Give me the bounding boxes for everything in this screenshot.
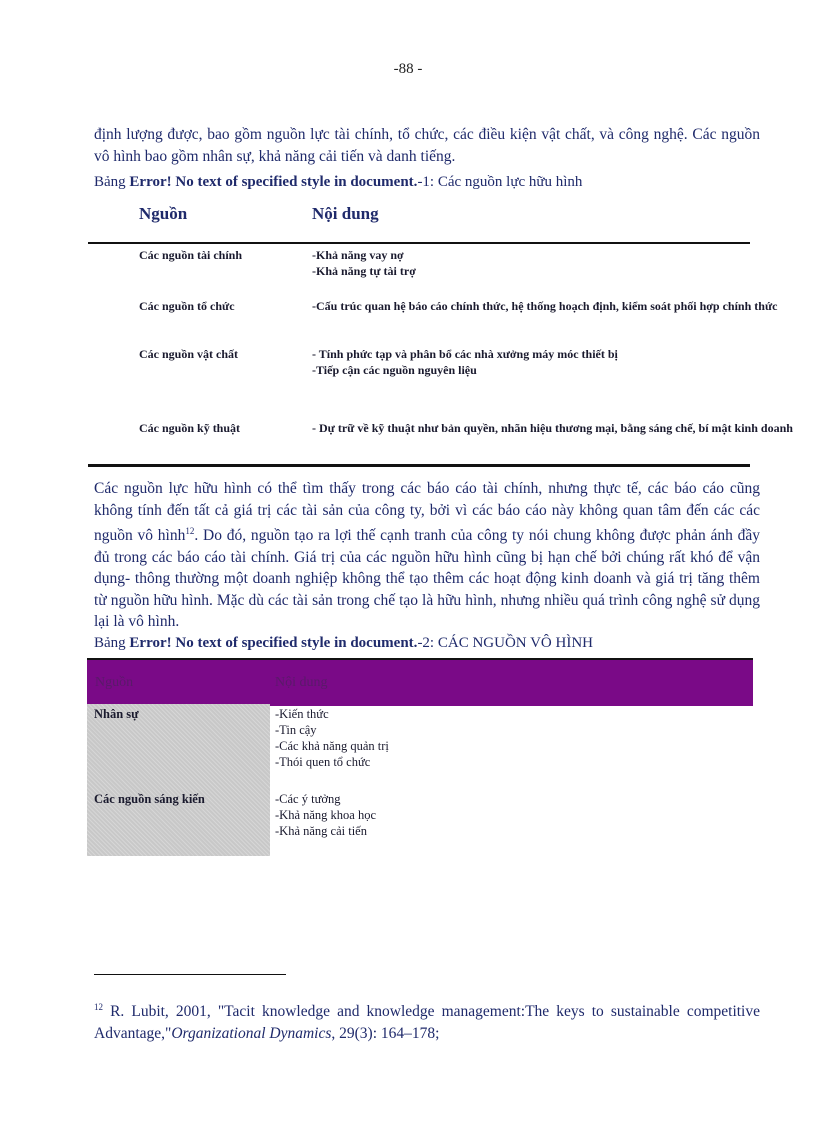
table2-item: -Thói quen tổ chức	[275, 755, 371, 769]
footnote-separator	[94, 974, 286, 975]
table1-caption-prefix: Bảng	[94, 174, 130, 190]
table1-row-source-text: Các nguồn tài chính	[139, 248, 243, 262]
table2-caption-prefix: Bảng	[94, 635, 130, 651]
table1-row-content-line: -Khả năng tự tài trợ	[312, 264, 416, 278]
table2-item: -Các ý tưởng	[275, 792, 341, 806]
table1-row-content-line: -Tiếp cận các nguồn nguyên liệu	[312, 363, 477, 377]
page-number: -88 -	[393, 61, 423, 77]
footnote-number: 12	[94, 1002, 103, 1012]
table1-row-content	[312, 346, 744, 378]
footnote-journal: Organizational Dynamics	[171, 1025, 332, 1043]
table2-caption-suffix: -2: CÁC NGUỒN VÔ HÌNH	[417, 635, 593, 651]
table1-bottom-rule	[88, 464, 750, 467]
table1-caption-error: Error! No text of specified style in document.	[129, 174, 418, 190]
table2-item: -Các khả năng quản trị	[275, 739, 389, 753]
table1-row-source	[139, 247, 254, 263]
table2-item: -Kiến thức	[275, 707, 329, 721]
footnote-text: , 29(3): 164–178;	[331, 1025, 440, 1043]
table1-row-content-line: -Khả năng vay nợ	[312, 248, 404, 262]
table1-header-content: Nội dung	[312, 204, 379, 223]
intro-paragraph: định lượng được, bao gồm nguồn lực tài chính, tổ chức, các điều kiện vật chất, và công nghệ. Các nguồn vô hình bao gồm nhân sự, khả năng cải tiến và danh tiếng.	[94, 126, 760, 165]
table2-row-content	[275, 791, 376, 839]
table1-row-content: - Dự trữ về kỹ thuật như bản quyền, nhãn hiệu thương mại, bằng sáng chế, bí mật kinh doanh	[312, 421, 793, 435]
table1-header-source: Nguồn	[139, 204, 188, 223]
table2-row-content	[275, 706, 389, 770]
table1-row-source	[139, 420, 254, 436]
table2-item: -Khả năng khoa học	[275, 808, 377, 822]
table2-source-column	[87, 704, 270, 856]
body-paragraph	[94, 478, 760, 633]
table2-header-content: Nội dung	[275, 675, 328, 690]
table2-item: -Tin cậy	[275, 723, 317, 737]
table1-row-content-line: - Tính phức tạp và phân bổ các nhà xưởng máy móc thiết bị	[312, 347, 618, 361]
body-paragraph-text: Các nguồn lực hữu hình có thể tìm thấy trong các báo cáo tài chính, nhưng thực tế, các báo cáo cũng không tính đến tất cả giá trị các tài sản của công ty, bởi vì các báo cáo này không quan tâm đến các các nguồn vô hình	[94, 480, 760, 545]
body-paragraph-text: . Do đó, nguồn tạo ra lợi thế cạnh tranh của công ty nói chung không được phản ánh đầy đủ trong các báo cáo tài chính. Giá trị của các nguồn hữu hình cũng bị hạn chế bởi chúng rất khó để vận dụng- thông thường một doanh nghiệp không thể tạo thêm các hoạt động kinh doanh và giá trị tăng thêm từ nguồn hữu hình. Mặc dù các tài sản trong chế tạo là hữu hình, nhưng nhiều quá trình công nghệ sử dụng lại là vô hình.	[94, 527, 760, 631]
table2-item: -Khả năng cải tiến	[275, 824, 367, 838]
table1-caption	[94, 174, 582, 191]
footnote	[94, 996, 760, 1045]
table1-row-content: -Cấu trúc quan hệ báo cáo chính thức, hệ thống hoạch định, kiểm soát phối hợp chính thức	[312, 299, 778, 313]
table1-header-rule	[88, 242, 750, 244]
table2-row-source: Các nguồn sáng kiến	[94, 792, 205, 806]
table2-caption-error: Error! No text of specified style in document.	[129, 635, 418, 651]
table2-header-source: Nguồn	[95, 675, 134, 690]
table1-row-source-text: Các nguồn kỹ thuật	[139, 421, 241, 435]
table2-caption	[94, 635, 593, 652]
table1-caption-suffix: -1: Các nguồn lực hữu hình	[417, 174, 583, 190]
table1-row-source: Các nguồn vật chất	[139, 347, 239, 361]
footnote-reference[interactable]: 12	[185, 526, 195, 536]
table1-row-content	[312, 247, 744, 279]
table2-row-source: Nhân sự	[94, 707, 139, 721]
table2-header	[87, 658, 753, 706]
table1-row-source: Các nguồn tổ chức	[139, 299, 235, 313]
footnote-text: R. Lubit, 2001, "Tacit knowledge and knowledge management:The keys to sustainable competitive Advantage,"	[94, 1003, 760, 1043]
